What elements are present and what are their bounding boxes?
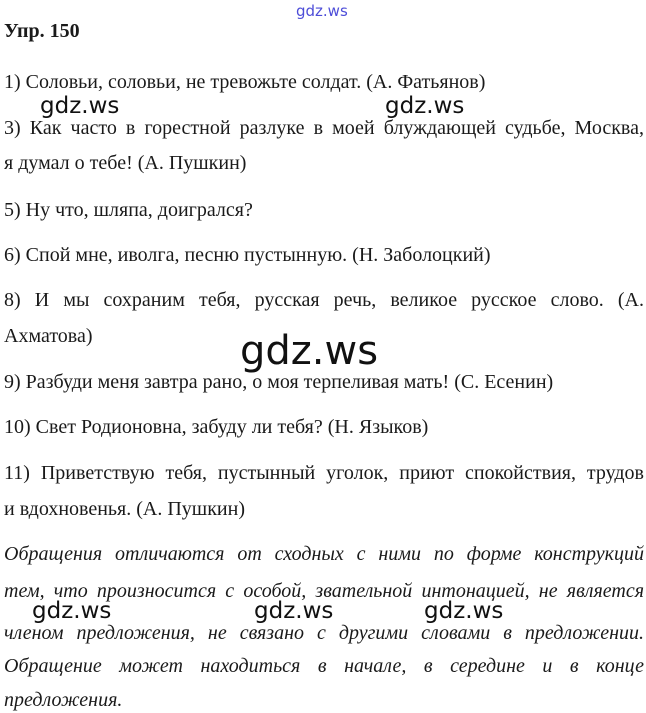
note-line-2: тем, что произносится с особой, звательной интонацией, не является: [4, 580, 644, 602]
watermark-small-2: gdz.ws: [385, 93, 465, 119]
sentence-1: 1) Соловьи, соловьи, не тревожьте солдат. (А. Фатьянов): [4, 71, 486, 93]
watermark-small-5: gdz.ws: [424, 598, 504, 624]
watermark-top: gdz.ws: [296, 2, 348, 20]
sentence-8-line-1: 8) И мы сохраним тебя, русская речь, великое русское слово. (А.: [4, 289, 644, 311]
watermark-small-3: gdz.ws: [32, 598, 112, 624]
watermark-small-4: gdz.ws: [254, 598, 334, 624]
sentence-5: 5) Ну что, шляпа, доигрался?: [4, 199, 253, 221]
sentence-3-line-1: 3) Как часто в горестной разлуке в моей блуждающей судьбе, Москва,: [4, 117, 644, 139]
note-line-5: предложения.: [4, 689, 123, 711]
exercise-title: Упр. 150: [4, 20, 80, 42]
sentence-3-line-2: я думал о тебе! (А. Пушкин): [4, 152, 247, 174]
sentence-8-line-2: Ахматова): [4, 325, 93, 347]
sentence-10: 10) Свет Родионовна, забуду ли тебя? (Н. Языков): [4, 416, 429, 438]
sentence-6: 6) Спой мне, иволга, песню пустынную. (Н. Заболоцкий): [4, 244, 491, 266]
note-line-1: Обращения отличаются от сходных с ними по форме конструкций: [4, 543, 644, 565]
watermark-small-1: gdz.ws: [40, 93, 120, 119]
note-line-4: Обращение может находиться в начале, в середине и в конце: [4, 655, 644, 677]
watermark-big: gdz.ws: [240, 328, 379, 374]
sentence-11-line-2: и вдохновенья. (А. Пушкин): [4, 498, 245, 520]
note-line-3: членом предложения, не связано с другими словами в предложении.: [4, 622, 644, 644]
sentence-11-line-1: 11) Приветствую тебя, пустынный уголок, приют спокойствия, трудов: [4, 462, 644, 484]
sentence-9: 9) Разбуди меня завтра рано, о моя терпеливая мать! (С. Есенин): [4, 371, 554, 393]
